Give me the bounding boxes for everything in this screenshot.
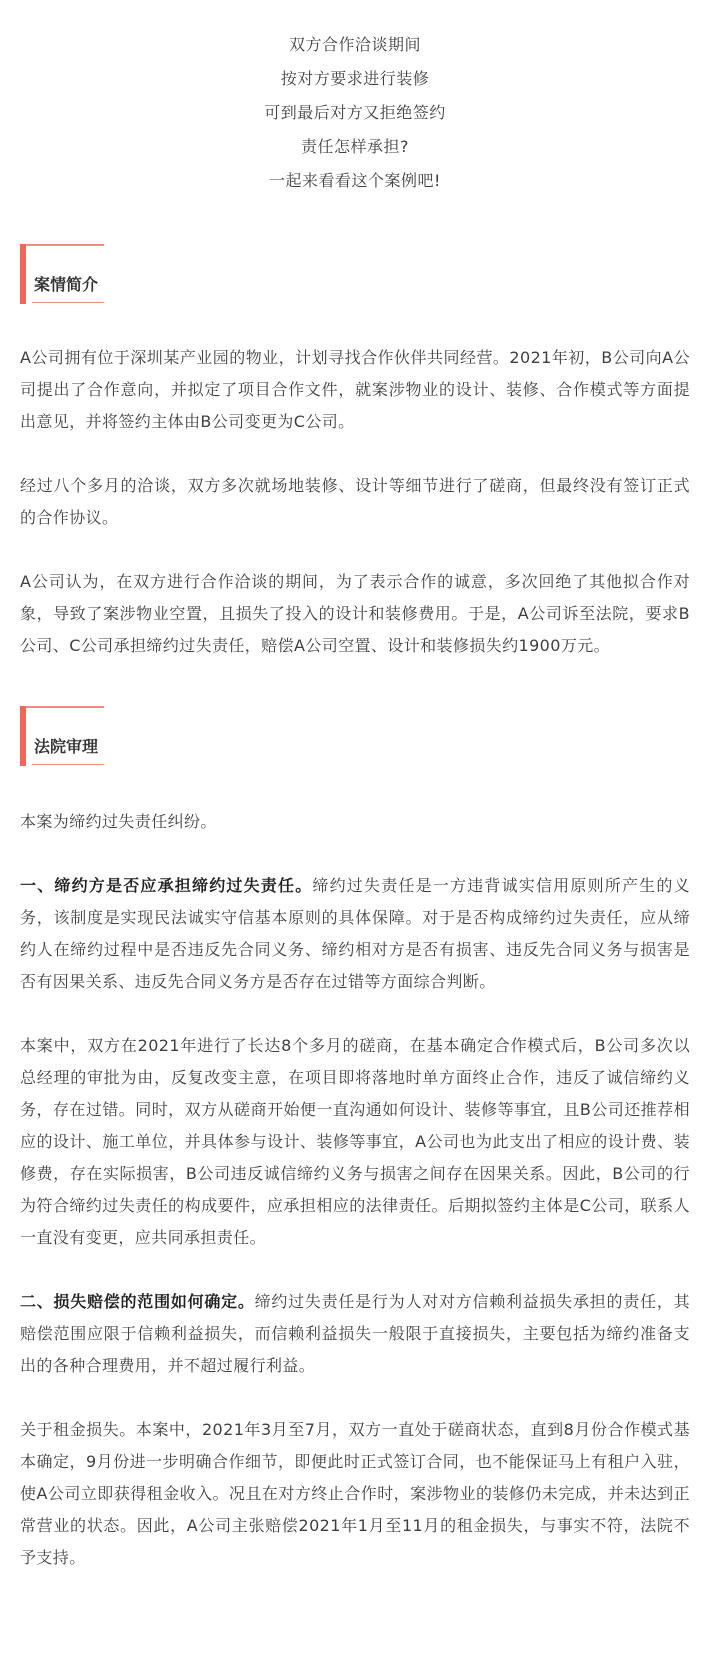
section-title: 法院审理 [34,737,99,756]
intro-block [20,0,690,198]
heading-decoration-bar [20,706,26,766]
intro-line: 双方合作洽谈期间 [288,35,421,54]
paragraph: 本案为缔约过失责任纠纷。 [20,812,217,831]
paragraph-point-one [20,870,690,998]
heading-decoration-underline [32,302,104,303]
intro-line: 可到最后对方又拒绝签约 [264,103,446,122]
point-body: 缔约过失责任是一方违背诚实信用原则所产生的义务，该制度是实现民法诚实守信基本原则的具体保障。对于是否构成缔约过失责任，应从缔约人在缔约过程中是否违反先合同义务、缔约相对方是否有损害、违反先合同义务与损害是否有因果关系、违反先合同义务方是否存在过错等方面综合判断。 [20,876,690,991]
intro-line: 责任怎样承担? [301,137,409,156]
point-title: 一、缔约方是否应承担缔约过失责任。 [20,876,313,895]
point-title: 二、损失赔偿的范围如何确定。 [20,1292,255,1311]
heading-decoration-underline [32,764,104,765]
paragraph: A公司拥有位于深圳某产业园的物业，计划寻找合作伙伴共同经营。2021年初，B公司向A公司提出了合作意向，并拟定了项目合作文件，就案涉物业的设计、装修、合作模式等方面提出意见，并将签约主体由B公司变更为C公司。 [20,348,690,431]
heading-decoration-bar [20,244,26,304]
paragraph-point-two [20,1286,690,1382]
paragraph: 经过八个多月的洽谈，双方多次就场地装修、设计等细节进行了磋商，但最终没有签订正式的合作协议。 [20,476,690,527]
section-title: 案情简介 [34,275,99,294]
paragraph: A公司认为，在双方进行合作洽谈的期间，为了表示合作的诚意，多次回绝了其他拟合作对象，导致了案涉物业空置，且损失了投入的设计和装修费用。于是，A公司诉至法院，要求B公司、C公司承担缔约过失责任，赔偿A公司空置、设计和装修损失约1900万元。 [20,572,690,655]
paragraph: 关于租金损失。本案中，2021年3月至7月，双方一直处于磋商状态，直到8月份合作模式基本确定，9月份进一步明确合作细节，即便此时正式签订合同，也不能保证马上有租户入驻，使A公司立即获得租金收入。况且在对方终止合作时，案涉物业的装修仍未完成，并未达到正常营业的状态。因此，A公司主张赔偿2021年1月至11月的租金损失，与事实不符，法院不予支持。 [20,1420,690,1567]
paragraph: 本案中，双方在2021年进行了长达8个多月的磋商，在基本确定合作模式后，B公司多次以总经理的审批为由，反复改变主意，在项目即将落地时单方面终止合作，违反了诚信缔约义务，存在过错。同时，双方从磋商开始便一直沟通如何设计、装修等事宜，且B公司还推荐相应的设计、施工单位，并具体参与设计、装修等事宜，A公司也为此支出了相应的设计费、装修费，存在实际损害，B公司违反诚信缔约义务与损害之间存在因果关系。因此，B公司的行为符合缔约过失责任的构成要件，应承担相应的法律责任。后期拟签约主体是C公司，联系人一直没有变更，应共同承担责任。 [20,1036,690,1247]
section-heading-case-summary [20,244,690,304]
intro-line: 按对方要求进行装修 [280,69,430,88]
intro-line: 一起来看看这个案例吧! [269,171,441,190]
heading-decoration-line [20,244,104,246]
point-body: 缔约过失责任是行为人对对方信赖利益损失承担的责任，其赔偿范围应限于信赖利益损失，而信赖利益损失一般限于直接损失，主要包括为缔约准备支出的各种合理费用，并不超过履行利益。 [20,1292,690,1375]
heading-decoration-line [20,706,104,708]
section-heading-court-review [20,706,690,766]
